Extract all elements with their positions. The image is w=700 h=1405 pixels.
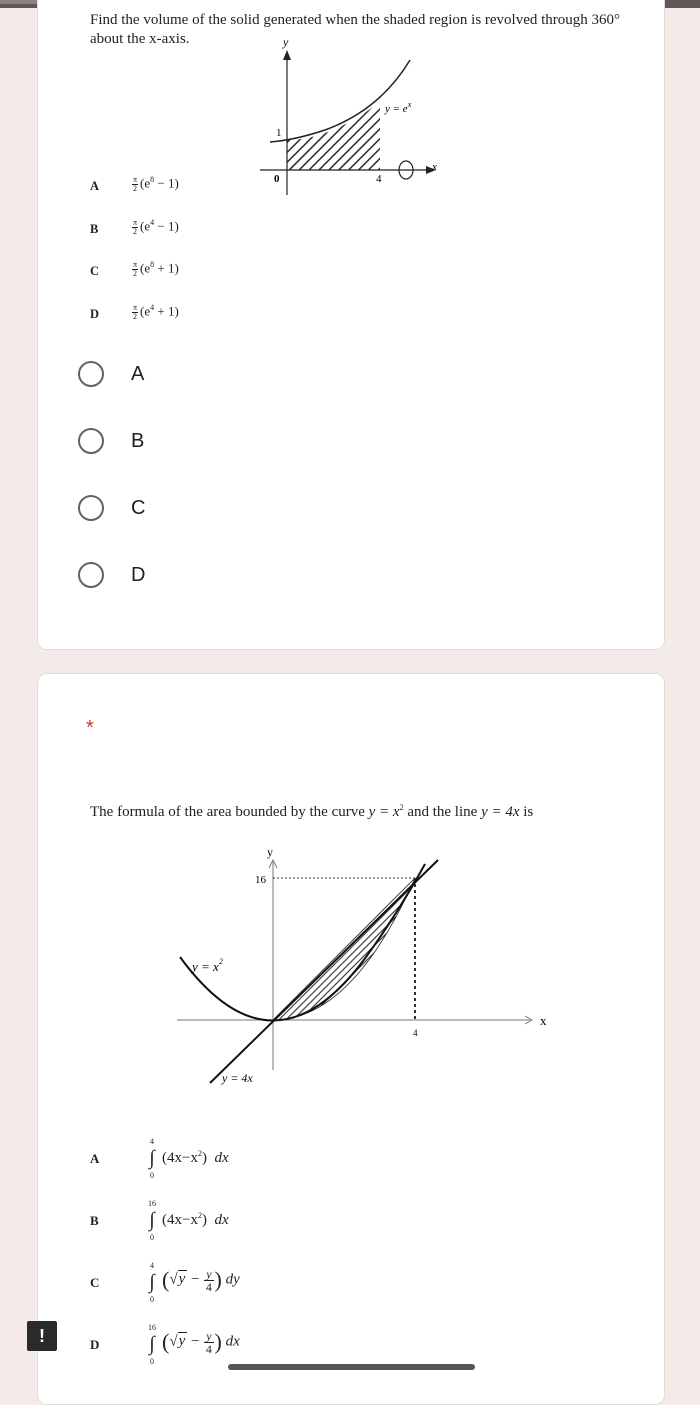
q1-option-c-letter: C (90, 264, 100, 278)
question-1-text-line2: about the x-axis. (90, 31, 190, 47)
required-asterisk: * (86, 717, 94, 739)
radio-button[interactable] (78, 361, 104, 387)
q2-option-d-letter: D (90, 1337, 100, 1352)
q1-option-b-letter: B (90, 222, 99, 236)
area-graph (170, 838, 560, 1093)
q1-choice-a[interactable] (78, 356, 144, 392)
line-label: y = 4x (222, 1071, 253, 1085)
integral-symbol: 16 ∫ 0 (148, 1199, 156, 1242)
integral-symbol: 4 ∫ 0 (149, 1137, 155, 1180)
y-axis-label: y (267, 845, 273, 859)
y-tick-16: 16 (255, 874, 266, 886)
x-tick-4: 4 (413, 1028, 418, 1038)
question-2-text: The formula of the area bounded by the curve $y = x^2$ and the line y = 4x is (90, 803, 534, 820)
radio-button[interactable] (78, 562, 104, 588)
q2-option-a-letter: A (90, 1151, 100, 1166)
integral-symbol: 4 ∫ 0 (149, 1261, 155, 1304)
radio-label: B (131, 429, 145, 452)
q2-option-c-integrand: (√y − $\frac{y}{4}$ ) dy (162, 1266, 240, 1294)
q1-option-d-letter: D (90, 307, 100, 321)
q1-choice-b[interactable] (78, 423, 144, 459)
radio-label: A (131, 362, 145, 385)
q2-option-c-letter: C (90, 1275, 100, 1290)
line-4x (210, 860, 438, 1083)
radio-label: D (131, 563, 146, 586)
q1-option-a-letter: A (90, 179, 100, 193)
q2-option-a-integrand: $(4x-x^2)$ dx (162, 1149, 229, 1166)
q1-option-b-expression: $\frac{\pi}{2}$ $(e^4 - 1)$ (133, 217, 179, 236)
question-1-text-line1: Find the volume of the solid generated when the shaded region is revolved through 360° (90, 12, 621, 28)
q1-choice-c[interactable] (78, 490, 145, 526)
curve-label: $y = e^x$ (385, 100, 412, 115)
q1-option-a-expression: $\frac{\pi}{2}$ $(e^8 - 1)$ (133, 174, 179, 193)
y-axis-label: y (283, 35, 289, 49)
radio-button[interactable] (78, 428, 104, 454)
shaded-region (287, 102, 380, 170)
q2-option-d-integrand: (√y − $\frac{y}{4}$ ) dx (162, 1328, 240, 1356)
shaded-area (273, 878, 415, 1020)
origin-label: 0 (274, 173, 280, 185)
x-tick-four: 4 (376, 173, 382, 185)
radio-label: C (131, 496, 146, 519)
parabola-label: $y = x^2$ (192, 957, 223, 974)
radio-button[interactable] (78, 495, 104, 521)
warning-icon[interactable]: ! (27, 1321, 57, 1351)
integral-symbol: 16 ∫ 0 (148, 1323, 156, 1366)
x-axis-label: x (432, 161, 437, 173)
exp-curve-graph (250, 30, 450, 200)
q1-choice-d[interactable] (78, 557, 145, 593)
q2-option-b-integrand: $(4x-x^2)$ dx (162, 1211, 229, 1228)
q1-option-d-expression: $\frac{\pi}{2}$ $(e^4 + 1)$ (133, 302, 179, 321)
y-tick-one: 1 (276, 127, 282, 139)
q1-option-c-expression: $\frac{\pi}{2}$ $(e^8 + 1)$ (133, 259, 179, 278)
y-axis-arrow (283, 50, 291, 60)
q2-option-b-letter: B (90, 1213, 99, 1228)
scrollbar[interactable] (228, 1364, 475, 1370)
x-axis-label: x (540, 1013, 547, 1028)
